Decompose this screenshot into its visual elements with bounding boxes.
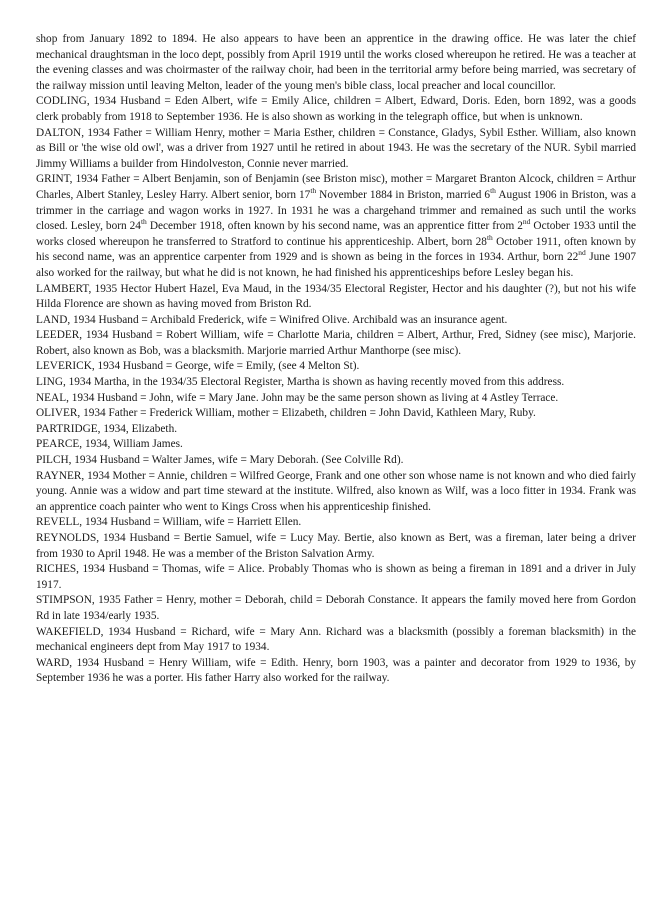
text-run: December 1918, often known by his second name, was an apprentice fitter from 2 <box>146 220 523 233</box>
text-run: CODLING, 1934 Husband = Eden Albert, wife = Emily Alice, children = Albert, Edward, Doris. Eden, born 1892, was a goods clerk probably from 1918 to September 1936. He is also shown as working in the telegraph office, but when is unknown. <box>36 95 636 123</box>
record-paragraph <box>36 359 636 375</box>
text-run: STIMPSON, 1935 Father = Henry, mother = Deborah, child = Deborah Constance. It appears the family moved here from Gordon Rd in late 1934/early 1935. <box>36 594 636 622</box>
record-paragraph <box>36 313 636 329</box>
text-run: GRINT, 1934 Father = Albert Benjamin, son of Benjamin (see Briston misc), mother = Margaret Branton Alcock, children = Arthur Charles, Albert Stanley, Lesley Harry. Albert senior, born 17 <box>36 173 636 201</box>
text-run: LEEDER, 1934 Husband = Robert William, wife = Charlotte Maria, children = Albert, Arthur, Fred, Sidney (see misc), Marjorie. Robert, also known as Bob, was a blacksmith. Marjorie married Arthur Manthorpe (see misc). <box>36 329 636 357</box>
text-run: PEARCE, 1934, William James. <box>36 438 183 451</box>
text-run: DALTON, 1934 Father = William Henry, mother = Maria Esther, children = Constance, Gladys, Sybil Esther. William, also known as Bill or 'the wise old owl', was a driver from 1927 until he retired in about 1943. He was the secretary of the NUR. Sybil married Jimmy Williams a builder from Hindolveston, Connie never married. <box>36 126 636 170</box>
record-paragraph <box>36 391 636 407</box>
record-paragraph <box>36 625 636 656</box>
ordinal-suffix: th <box>490 186 496 196</box>
text-run: October 1911, often known by his second name, was an apprentice carpenter from 1929 and is shown as being in the forces in 1934. Arthur, born 22 <box>36 235 637 264</box>
ordinal-suffix: th <box>140 217 147 227</box>
text-run: LAMBERT, 1935 Hector Hubert Hazel, Eva Maud, in the 1934/35 Electoral Register, Hector and his daughter (?), but not his wife Hilda Florence are shown as having moved from Briston Rd. <box>36 282 636 311</box>
record-paragraph <box>36 406 636 422</box>
record-paragraph <box>36 469 636 516</box>
text-run: LEVERICK, 1934 Husband = George, wife = Emily, (see 4 Melton St). <box>36 360 360 373</box>
text-run: RICHES, 1934 Husband = Thomas, wife = Alice. Probably Thomas who is shown as being a fireman in 1891 and a driver in July 1917. <box>36 563 636 591</box>
record-paragraph <box>36 32 636 94</box>
text-run: NEAL, 1934 Husband = John, wife = Mary Jane. John may be the same person shown as living at 4 Astley Terrace. <box>36 391 559 404</box>
ordinal-suffix: nd <box>578 248 586 258</box>
record-paragraph <box>36 126 636 173</box>
text-run: PARTRIDGE, 1934, Elizabeth. <box>36 422 178 435</box>
record-paragraph <box>36 422 636 438</box>
record-paragraph <box>36 562 636 593</box>
text-run: OLIVER, 1934 Father = Frederick William, mother = Elizabeth, children = John David, Kathleen Mary, Ruby. <box>36 407 536 420</box>
record-paragraph <box>36 656 636 687</box>
record-paragraph <box>36 515 636 531</box>
document-body <box>36 32 636 687</box>
text-run: LAND, 1934 Husband = Archibald Frederick, wife = Winifred Olive. Archibald was an insurance agent. <box>36 313 508 326</box>
record-paragraph <box>36 453 636 469</box>
text-run: PILCH, 1934 Husband = Walter James, wife = Mary Deborah. (See Colville Rd). <box>36 454 404 467</box>
record-paragraph <box>36 172 636 281</box>
ordinal-suffix: th <box>310 186 317 196</box>
text-run: REVELL, 1934 Husband = William, wife = Harriett Ellen. <box>36 516 302 529</box>
record-paragraph <box>36 328 636 359</box>
record-paragraph <box>36 375 636 391</box>
record-paragraph <box>36 531 636 562</box>
record-paragraph <box>36 593 636 624</box>
text-run: August 1906 in Briston, was a trimmer in the carriage and wagon works in 1927. In 1931 he was a chargehand trimmer and remained as such until the works closed. Lesley, born 24 <box>36 188 637 233</box>
record-paragraph <box>36 437 636 453</box>
text-run: REYNOLDS, 1934 Husband = Bertie Samuel, wife = Lucy May. Bertie, also known as Bert, was a fireman, later being a driver from 1930 to April 1948. He was a member of the Briston Salvation Army. <box>36 532 636 560</box>
text-run: October 1933 until the works closed whereupon he transferred to Stratford to continue his apprenticeship. Albert, born 28 <box>36 220 636 248</box>
ordinal-suffix: nd <box>522 217 531 227</box>
text-run: shop from January 1892 to 1894. He also appears to have been an apprentice in the drawing office. He was later the chief mechanical draughtsman in the loco dept, possibly from April 1919 until the works closed whereupon he retired. He was a teacher at the evening classes and was choirmaster of the railway choir, had been in the territorial army before being married, was secretary of the railway mission until leaving Melton, leader of the young men's bible class, local preacher and local councillor. <box>36 33 636 92</box>
text-run: LING, 1934 Martha, in the 1934/35 Electoral Register, Martha is shown as having recently moved from this address. <box>36 376 565 389</box>
text-run: RAYNER, 1934 Mother = Annie, children = Wilfred George, Frank and one other son whose name is not known and who died fairly young. Annie was a widow and part time steward at the institute. Wilfred, also known as Wilf, was a loco fitter in 1934. Frank was an apprentice coach painter who went to Kings Cross when his apprenticeship finished. <box>36 469 636 513</box>
record-paragraph <box>36 94 636 125</box>
record-paragraph <box>36 282 636 313</box>
text-run: WAKEFIELD, 1934 Husband = Richard, wife = Mary Ann. Richard was a blacksmith (possibly a foreman blacksmith) in the mechanical engineers dept from May 1917 to 1934. <box>36 625 636 654</box>
ordinal-suffix: th <box>486 232 493 242</box>
text-run: June 1907 also worked for the railway, but what he did is not known, he had finished his apprenticeships before Lesley began his. <box>36 251 637 279</box>
text-run: November 1884 in Briston, married 6 <box>316 188 491 201</box>
text-run: WARD, 1934 Husband = Henry William, wife = Edith. Henry, born 1903, was a painter and decorator from 1929 to 1936, by September 1936 he was a porter. His father Harry also worked for the railway. <box>36 656 636 685</box>
